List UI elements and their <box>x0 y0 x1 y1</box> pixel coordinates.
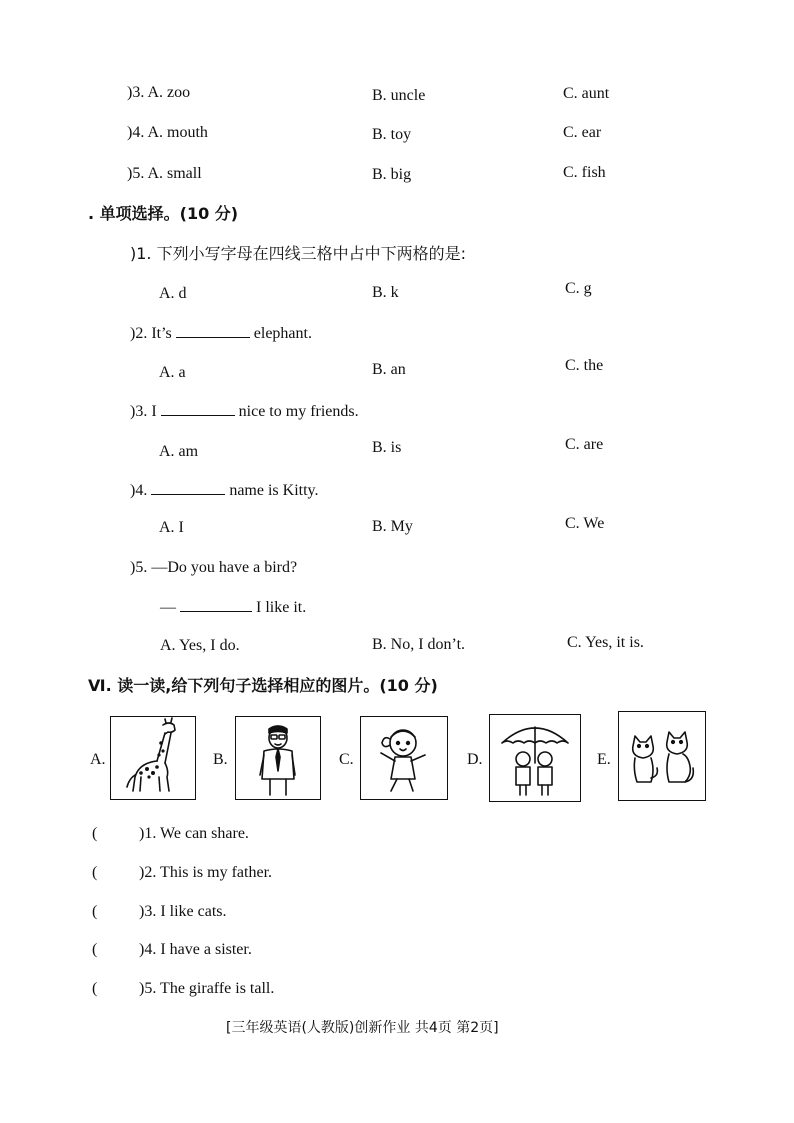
sc-q5-reply <box>160 597 306 618</box>
sc-q5-b: B. No, I don’t. <box>372 636 466 653</box>
sc-q5-a: A. Yes, I do. <box>160 637 240 654</box>
picture-label-d: D. <box>467 751 483 768</box>
sc-q2-post: elephant. <box>253 325 312 342</box>
sc-q3-pre: )3. I <box>130 403 157 420</box>
match-sentence-1: )1. We can share. <box>139 825 249 842</box>
picture-d-share-umbrella <box>489 714 581 802</box>
cats-icon <box>619 712 705 800</box>
sc-q2-c: C. the <box>565 357 604 374</box>
sc-q5-c: C. Yes, it is. <box>567 634 644 651</box>
sc-q2-pre: )2. It’s <box>130 325 172 342</box>
sc-q2-b: B. an <box>372 361 406 378</box>
section-read-match-title: Ⅵ. 读一读,给下列句子选择相应的图片。(10 分) <box>88 676 438 695</box>
sc-q3-a: A. am <box>159 443 199 460</box>
sc-q1-b: B. k <box>372 284 399 301</box>
sc-q4-stem <box>130 480 319 501</box>
match-sentence-4: )4. I have a sister. <box>139 941 252 958</box>
sc-q4-pre: )4. <box>130 482 148 499</box>
answer-blank <box>161 401 235 416</box>
match-paren: ( <box>92 980 98 997</box>
sc-q1-c: C. g <box>565 280 592 297</box>
answer-blank <box>180 597 252 612</box>
picture-b-father <box>235 716 321 800</box>
prev-q5: )5. A. small <box>127 165 202 182</box>
match-paren: ( <box>92 825 98 842</box>
picture-e-cats <box>618 711 706 801</box>
match-sentence-5: )5. The giraffe is tall. <box>139 980 275 997</box>
sc-q4-c: C. We <box>565 515 605 532</box>
match-paren: ( <box>92 864 98 881</box>
prev-q3: )3. A. zoo <box>127 84 191 101</box>
prev-q4-c: C. ear <box>563 124 602 141</box>
section-single-choice-title: . 单项选择。(10 分) <box>88 204 239 223</box>
sc-q5-stem: )5. —Do you have a bird? <box>130 559 298 576</box>
prev-q3-b: B. uncle <box>372 87 426 104</box>
match-sentence-2: )2. This is my father. <box>139 864 273 881</box>
sc-q3-b: B. is <box>372 439 402 456</box>
sc-q4-a: A. I <box>159 519 184 536</box>
sc-q4-post: name is Kitty. <box>229 482 319 499</box>
answer-blank <box>176 323 250 338</box>
man-icon <box>236 717 320 799</box>
sc-q3-c: C. are <box>565 436 604 453</box>
prev-q3-c: C. aunt <box>563 85 610 102</box>
sc-q3-stem <box>130 401 359 422</box>
sc-q1-a: A. d <box>159 285 187 302</box>
picture-a-giraffe <box>110 716 196 800</box>
picture-label-e: E. <box>597 751 611 768</box>
picture-label-a: A. <box>90 751 106 768</box>
umbrella-icon <box>490 715 580 801</box>
picture-label-b: B. <box>213 751 228 768</box>
girl-icon <box>361 717 447 799</box>
match-paren: ( <box>92 903 98 920</box>
match-paren: ( <box>92 941 98 958</box>
prev-q5-c: C. fish <box>563 164 606 181</box>
sc-q3-post: nice to my friends. <box>238 403 359 420</box>
prev-q4: )4. A. mouth <box>127 124 208 141</box>
sc-q5-dash: — <box>160 599 176 616</box>
answer-blank <box>151 480 225 495</box>
prev-q5-b: B. big <box>372 166 412 183</box>
giraffe-icon <box>111 717 195 799</box>
page-footer: [三年级英语(人教版)创新作业 共4页 第2页] <box>226 1020 499 1036</box>
picture-label-c: C. <box>339 751 354 768</box>
prev-q4-b: B. toy <box>372 126 412 143</box>
sc-q1-stem: )1. 下列小写字母在四线三格中占中下两格的是: <box>130 244 466 263</box>
sc-q4-b: B. My <box>372 518 413 535</box>
picture-c-sister <box>360 716 448 800</box>
sc-q5-post: I like it. <box>256 599 307 616</box>
sc-q2-stem <box>130 323 312 344</box>
match-sentence-3: )3. I like cats. <box>139 903 227 920</box>
sc-q2-a: A. a <box>159 364 186 381</box>
